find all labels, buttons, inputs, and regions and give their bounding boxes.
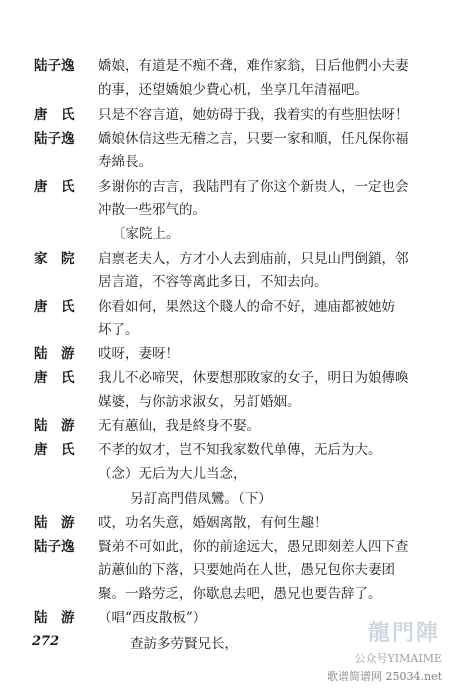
- watermark-logo: 龍門陣: [367, 620, 440, 646]
- watermark-account: 公众号YIMAIME: [354, 652, 442, 665]
- speaker-name: 陆 游: [34, 515, 75, 531]
- dialogue-line: [0, 558, 452, 582]
- line-text: 媒婆，与你訪求淑女，另訂婚姻。: [98, 394, 301, 410]
- watermark: [300, 612, 450, 690]
- dialogue-line: [0, 78, 452, 102]
- line-text: 居言道，不容等离此多日，不知去向。: [98, 274, 328, 290]
- dialogue-line: [0, 54, 452, 78]
- dialogue-line: [0, 414, 452, 438]
- speaker-name: 家 院: [34, 251, 75, 267]
- speaker-name: 唐 氏: [34, 442, 75, 458]
- line-text: 〔家院上。: [112, 226, 180, 242]
- speaker-name: 陆子逸: [34, 58, 75, 74]
- line-text: 你看如何，果然这个賤人的命不好，連庙都被她妨: [98, 299, 395, 315]
- dialogue-line: [0, 342, 452, 366]
- page-number: 272: [32, 634, 60, 649]
- dialogue-line: [0, 247, 452, 271]
- dialogue-line: [0, 127, 452, 151]
- dialogue-line: [0, 103, 452, 127]
- line-text: 聚。一路劳乏，你歇息去吧，愚兄也要告辞了。: [98, 586, 382, 602]
- speaker-name: 陆 游: [34, 346, 75, 362]
- line-text: 无有蕙仙，我是終身不娶。: [98, 418, 260, 434]
- speaker-name: 唐 氏: [34, 179, 75, 195]
- line-text: 另訂高門借凤鸞。（下）: [130, 491, 272, 507]
- dialogue-line: [0, 150, 452, 174]
- speaker-name: 陆 游: [34, 610, 75, 626]
- dialogue-line: [0, 198, 452, 222]
- line-text: 的事，还望嬌娘少費心机，坐享几年清福吧。: [98, 82, 368, 98]
- line-text: 只是不容言道，她妨碍于我，我着实的有些胆怯呀！: [98, 107, 409, 123]
- line-text: 我儿不必啼哭，休要想那敗家的女子，明日为娘傳喚: [98, 370, 409, 386]
- speaker-name: 唐 氏: [34, 299, 75, 315]
- recitation-line: [0, 462, 452, 486]
- speaker-name: 唐 氏: [34, 107, 75, 123]
- dialogue-line: [0, 318, 452, 342]
- dialogue-line: [0, 511, 452, 535]
- line-text: 不孝的奴才，岂不知我家数代单傳，无后为大。: [98, 442, 382, 458]
- stage-direction: [0, 222, 452, 246]
- recitation-line: [0, 487, 452, 511]
- dialogue-line: [0, 366, 452, 390]
- dialogue-line: [0, 270, 452, 294]
- line-text: 哎，功名失意，婚姻离散，有何生趣！: [98, 515, 328, 531]
- watermark-site: 歌谱简谱网 25034.net: [326, 670, 442, 683]
- dialogue-line: [0, 390, 452, 414]
- line-text: （唱“西皮散板”）: [98, 610, 207, 626]
- speaker-name: 陆子逸: [34, 539, 75, 555]
- line-text: 多谢你的吉言，我陆門有了你这个新贵人，一定也会: [98, 179, 409, 195]
- dialogue-line: [0, 535, 452, 559]
- dialogue-line: [0, 295, 452, 319]
- line-text: （念）无后为大儿当念，: [98, 466, 247, 482]
- line-text: 嬌娘休信这些无稽之言，只要一家和順，任凡保你福: [98, 131, 409, 147]
- speaker-name: 陆 游: [34, 418, 75, 434]
- line-text: 查訪多劳賢兄长，: [130, 636, 238, 652]
- line-text: 寿綿長。: [98, 154, 152, 170]
- line-text: 坏了。: [98, 322, 139, 338]
- line-text: 賢弟不可如此，你的前途远大，愚兄即刻差人四下查: [98, 539, 409, 555]
- line-text: 訪蕙仙的下落，只要她尚在人世，愚兄包你夫妻团: [98, 562, 395, 578]
- speaker-name: 陆子逸: [34, 131, 75, 147]
- dialogue-line: [0, 175, 452, 199]
- dialogue-line: [0, 438, 452, 462]
- speaker-name: 唐 氏: [34, 370, 75, 386]
- line-text: 嬌娘，有道是不痴不聋，难作家翁，日后他們小夫妻: [98, 58, 409, 74]
- line-text: 启禀老夫人，方才小人去到庙前，只見山門倒鎖，邻: [98, 251, 409, 267]
- line-text: 哎呀，妻呀！: [98, 346, 179, 362]
- line-text: 冲散一些邪气的。: [98, 202, 206, 218]
- dialogue-line: [0, 582, 452, 606]
